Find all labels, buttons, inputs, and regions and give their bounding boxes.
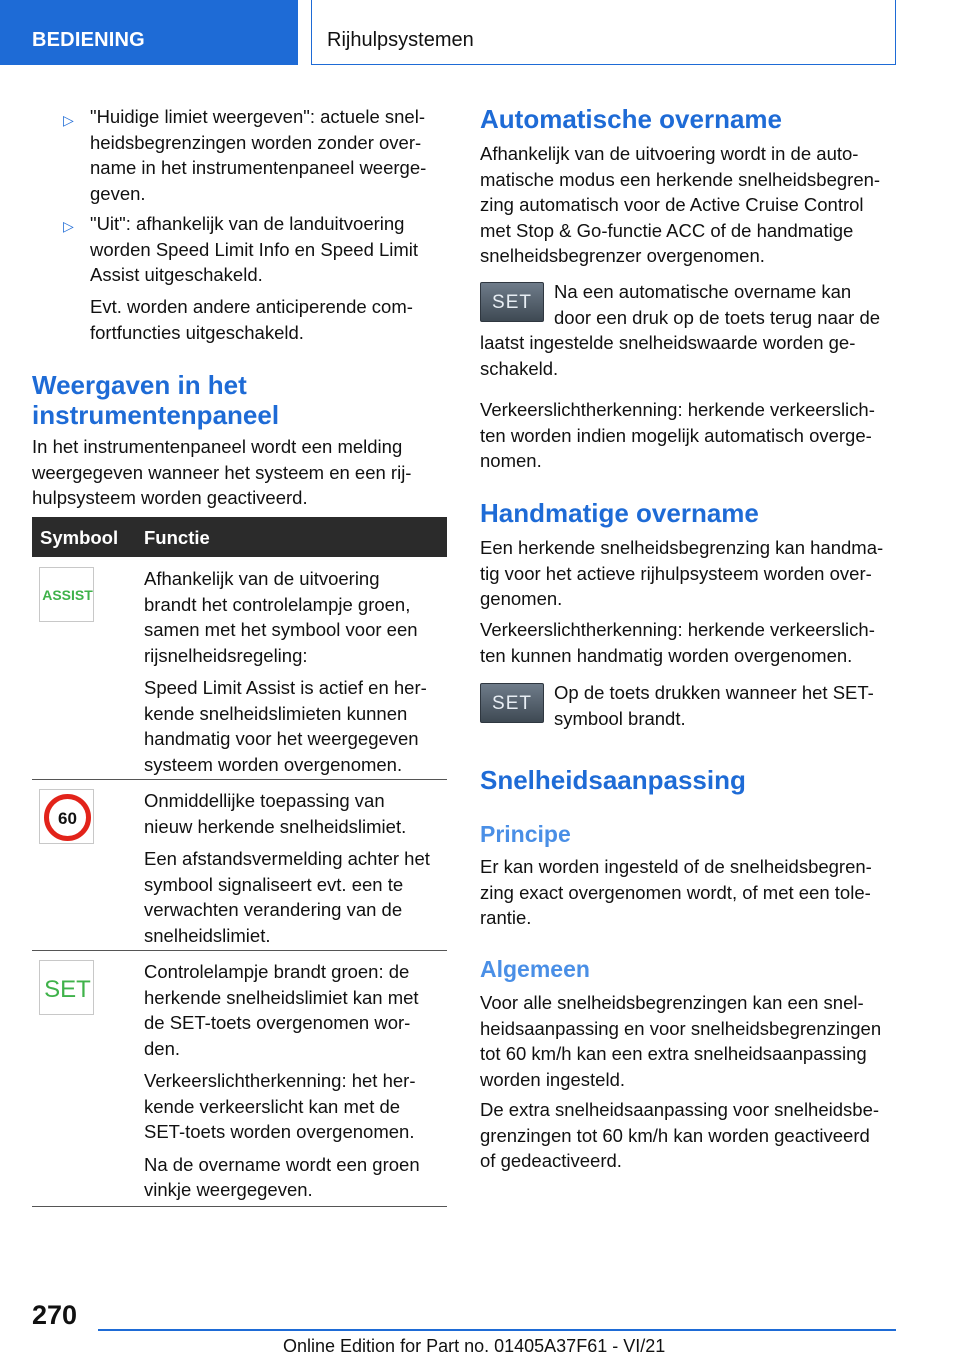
text-line: In het instrumentenpaneel wordt een melding [32, 436, 403, 457]
auto-paragraph-1 [480, 141, 880, 269]
table-divider [32, 779, 447, 780]
heading-line: Weergaven in het [32, 370, 247, 400]
text-line: Een afstandsvermelding achter het [144, 848, 430, 869]
text-line: of gedeactiveerd. [480, 1150, 622, 1171]
text-line: symbool signaliseert evt. een te [144, 873, 404, 895]
text-line: heidsaanpassing en voor snelheidsbegrenzingen [480, 1017, 882, 1039]
set-green-icon-text: SET [44, 976, 91, 1003]
section-heading-adjust: Snelheidsaanpassing [480, 765, 746, 795]
text-line: geven. [90, 182, 146, 204]
auto-paragraph-2b [480, 330, 855, 381]
chapter-title: Rijhulpsystemen [327, 29, 474, 51]
text-line: Een herkende snelheidsbegrenzing kan handma- [480, 537, 884, 558]
text-line: grenzingen tot 60 km/h kan worden geactiveerd [480, 1124, 870, 1146]
column-header-function: Functie [144, 527, 210, 548]
text-line: Afhankelijk van de uitvoering [144, 568, 380, 589]
text-line: Verkeerslichtherkenning: het her- [144, 1070, 416, 1091]
text-line: nieuw herkende snelheidslimiet. [144, 815, 407, 837]
text-line: zing exact overgenomen wordt, of met een tole- [480, 881, 871, 903]
heading-line: instrumentenpaneel [32, 400, 280, 430]
bullet-1 [90, 104, 426, 206]
text-line: "Huidige limiet weergeven": actuele snel- [90, 106, 425, 127]
text-line: kende verkeerslicht kan met de [144, 1095, 401, 1117]
set-green-icon [39, 960, 94, 1015]
auto-paragraph-2a [554, 279, 880, 330]
text-line: matische modus een herkende snelheidsbegren- [480, 168, 881, 190]
speed-limit-value: 60 [58, 809, 77, 828]
text-line: Verkeerslichtherkenning: herkende verkeerslich- [480, 399, 875, 420]
set-button-icon [480, 683, 544, 723]
table-row [144, 959, 420, 1203]
text-line: nomen. [480, 450, 542, 471]
text-line: rijsnelheidsregeling: [144, 644, 308, 666]
text-line: "Uit": afhankelijk van de landuitvoering [90, 213, 405, 234]
text-line: heidsbegrenzingen worden zonder over- [90, 131, 422, 153]
table-divider [32, 1206, 447, 1207]
text-line: systeem worden overgenomen. [144, 753, 403, 775]
page-number: 270 [32, 1300, 78, 1330]
text-line: laatst ingestelde snelheidswaarde worden ge- [480, 332, 856, 353]
bullet-2 [90, 211, 418, 288]
text-line: genomen. [480, 588, 563, 609]
text-line: Onmiddellijke toepassing van [144, 790, 385, 811]
text-line: Afhankelijk van de uitvoering wordt in de auto- [480, 143, 859, 164]
text-line: de SET-toets overgenomen wor- [144, 1012, 411, 1033]
bullet-marker-icon: ▷ [63, 112, 74, 128]
text-line: ten worden indien mogelijk automatisch overge- [480, 424, 872, 446]
text-line: door een druk op de toets terug naar de [554, 306, 881, 328]
text-line: samen met het symbool voor een [144, 619, 418, 640]
general-paragraph-2 [480, 1097, 879, 1174]
set-button-label: SET [492, 292, 532, 313]
text-line: verwachten verandering van de [144, 899, 403, 920]
auto-paragraph-3 [480, 397, 875, 474]
text-line: Speed Limit Assist is actief en her- [144, 677, 427, 698]
manual-paragraph-3 [554, 680, 874, 731]
text-line: Evt. worden andere anticiperende com- [90, 296, 413, 317]
bullet-marker-icon: ▷ [63, 218, 74, 234]
displays-intro [32, 434, 411, 511]
section-title: BEDIENING [32, 29, 145, 51]
set-button-label: SET [492, 693, 532, 714]
text-line: symbool brandt. [554, 707, 686, 729]
text-line: Na een automatische overname kan [554, 281, 852, 302]
text-line: handmatig voor het weergegeven [144, 728, 419, 749]
section-heading-displays [32, 370, 279, 430]
text-line: Na de overname wordt een groen [144, 1153, 420, 1175]
subheading-general: Algemeen [480, 956, 590, 982]
chapter-tab [311, 0, 896, 65]
column-header-symbol: Symbool [40, 527, 119, 548]
assist-icon-text: ASSIST [42, 587, 93, 603]
text-line: Er kan worden ingesteld of de snelheidsbegren- [480, 856, 872, 877]
text-line: Controlelampje brandt groen: de [144, 961, 410, 982]
footer-divider [98, 1329, 896, 1331]
table-header [32, 517, 447, 557]
text-line: Voor alle snelheidsbegrenzingen kan een snel- [480, 992, 864, 1013]
text-line: name in het instrumentenpaneel weerge- [90, 157, 427, 178]
text-line: Op de toets drukken wanneer het SET- [554, 682, 874, 703]
text-line: kende snelheidslimieten kunnen [144, 702, 408, 724]
table-row [144, 788, 430, 948]
table-divider [32, 950, 447, 951]
text-line: weergegeven wanneer het systeem en een rij- [32, 461, 412, 483]
speed-limit-60-icon [39, 789, 94, 844]
text-line: hulpsysteem worden geactiveerd. [32, 487, 308, 508]
text-line: rantie. [480, 907, 532, 928]
spacer [144, 1061, 420, 1068]
text-line: tot 60 km/h kan een extra snelheidsaanpassing [480, 1043, 867, 1064]
text-line: SET-toets worden overgenomen. [144, 1121, 415, 1142]
text-line: snelheidslimiet. [144, 924, 271, 946]
text-line: met Stop & Go-functie ACC of de handmatige [480, 219, 854, 241]
spacer [144, 839, 430, 846]
text-line: De extra snelheidsaanpassing voor snelheidsbe- [480, 1099, 880, 1120]
text-line: Verkeerslichtherkenning: herkende verkeerslich- [480, 619, 875, 640]
text-line: Assist uitgeschakeld. [90, 264, 263, 285]
manual-paragraph-2 [480, 617, 875, 668]
text-line: worden Speed Limit Info en Speed Limit [90, 238, 419, 260]
section-tab [0, 0, 298, 65]
text-line: tig voor het actieve rijhulpsysteem worden over- [480, 562, 872, 584]
section-heading-auto: Automatische overname [480, 104, 782, 134]
text-line: schakeld. [480, 357, 559, 379]
subheading-principle: Principe [480, 821, 571, 847]
text-line: zing automatisch voor de Active Cruise Control [480, 194, 864, 215]
general-paragraph-1 [480, 990, 881, 1092]
text-line: fortfuncties uitgeschakeld. [90, 321, 304, 343]
spacer [144, 668, 427, 675]
assist-icon [39, 567, 94, 622]
principle-paragraph [480, 854, 872, 931]
manual-paragraph-1 [480, 535, 883, 612]
text-line: den. [144, 1037, 181, 1059]
footer-edition: Online Edition for Part no. 01405A37F61 - VI/21 [283, 1336, 666, 1356]
text-line: brandt het controlelampje groen, [144, 593, 411, 615]
section-heading-manual: Handmatige overname [480, 498, 759, 528]
text-line: vinkje weergegeven. [144, 1179, 313, 1200]
text-line: herkende snelheidslimiet kan met [144, 986, 419, 1008]
text-line: worden ingesteld. [480, 1068, 626, 1090]
table-row [144, 566, 427, 777]
text-line: snelheidsbegrenzer overgenomen. [480, 245, 765, 266]
set-button-icon [480, 282, 544, 322]
bullet-note [90, 294, 413, 345]
text-line: ten kunnen handmatig worden overgenomen. [480, 644, 853, 666]
spacer [144, 1145, 420, 1152]
